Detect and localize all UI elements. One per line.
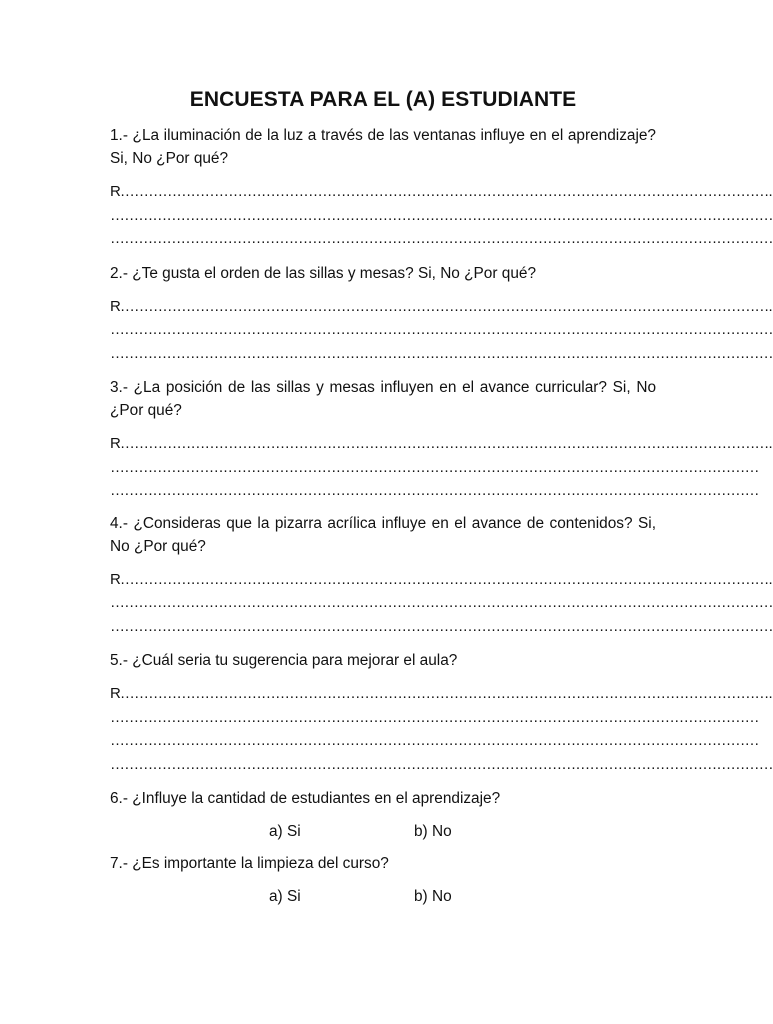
question-1 [110,124,773,251]
question-7 [110,852,656,909]
answer-line: R…………………………………………………………………………………………………………………………. [110,297,772,315]
answer-line: …………………………………………………………………………………………………………………………… [110,755,773,773]
question-6-text: 6.- ¿Influye la cantidad de estudiantes en el aprendizaje? [110,790,501,807]
question-1-text: 1.- ¿La iluminación de la luz a través de las ventanas influye en el aprendizaje? Si, No ¿Por qué? [110,127,656,167]
option-b: b) No [414,823,452,840]
answer-line: ………………………………………………………………………………………………………………………… [110,708,759,726]
page-title: ENCUESTA PARA EL (A) ESTUDIANTE [189,88,577,111]
question-2 [110,262,773,366]
answer-line: …………………………………………………………………………………………………………………………… [110,230,773,247]
survey-page [110,86,773,917]
answer-line: ………………………………………………………………………………………………………………………… [110,458,759,476]
question-6-options [110,820,656,844]
option-b: b) No [414,888,452,905]
question-5 [110,649,773,776]
question-2-answer-lines [110,295,773,366]
answer-line: …………………………………………………………………………………………………………………………… [110,206,773,224]
answer-line: ………………………………………………………………………………………………………………………… [110,482,759,499]
question-1-answer-lines [110,180,773,251]
answer-line: …………………………………………………………………………………………………………………………… [110,594,773,611]
question-2-text: 2.- ¿Te gusta el orden de las sillas y mesas? Si, No ¿Por qué? [110,264,537,282]
question-3-text: 3.- ¿La posición de las sillas y mesas influyen en el avance curricular? Si, No ¿Por qué? [110,379,656,419]
question-7-options [110,885,656,909]
option-a: a) Si [269,888,301,905]
answer-line: …………………………………………………………………………………………………………………………… [110,617,773,635]
question-6 [110,787,656,844]
answer-line: ………………………………………………………………………………………………………………………… [110,732,759,749]
answer-line: R…………………………………………………………………………………………………………………………. [110,183,772,200]
question-5-text: 5.- ¿Cuál seria tu sugerencia para mejorar el aula? [110,652,458,669]
answer-line: R…………………………………………………………………………………………………………………………. [110,435,772,452]
question-5-answer-lines [110,682,773,776]
question-4 [110,512,773,639]
question-4-text: 4.- ¿Consideras que la pizarra acrílica influye en el avance de contenidos? Si, No ¿Por qué? [110,514,656,555]
answer-line: …………………………………………………………………………………………………………………………… [110,344,773,362]
answer-line: …………………………………………………………………………………………………………………………… [110,321,773,338]
question-3-answer-lines [110,432,772,503]
question-3 [110,376,772,503]
option-a: a) Si [269,823,301,840]
answer-line: R…………………………………………………………………………………………………………………………. [110,570,772,588]
question-4-answer-lines [110,568,773,639]
question-7-text: 7.- ¿Es importante la limpieza del curso? [110,855,389,872]
answer-line: R…………………………………………………………………………………………………………………………. [110,685,772,702]
